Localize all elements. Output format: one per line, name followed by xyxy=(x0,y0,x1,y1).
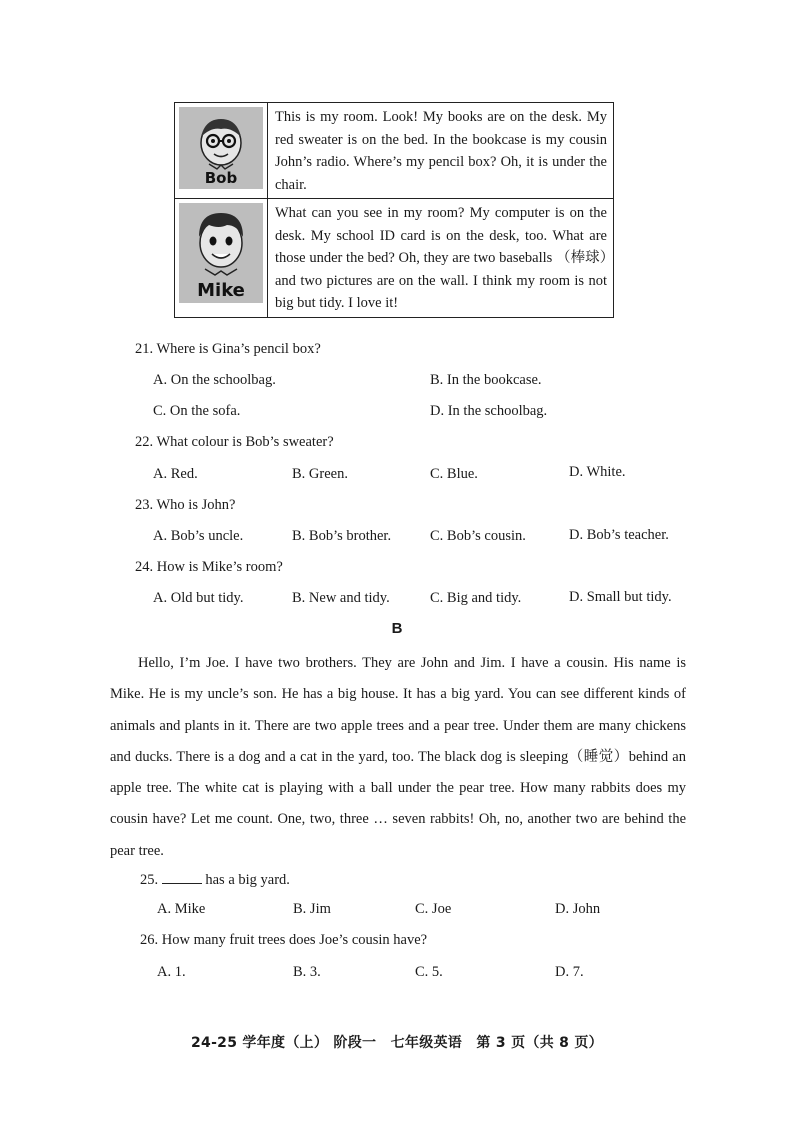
q22-option-b: B. Green. xyxy=(292,466,348,482)
q21-option-b: B. In the bookcase. xyxy=(430,372,542,388)
answer-blank xyxy=(162,871,202,884)
q23-option-b: B. Bob’s brother. xyxy=(292,528,392,544)
q22-option-a: A. Red. xyxy=(153,466,198,482)
bob-picture xyxy=(179,107,263,189)
question-26: 26. How many fruit trees does Joe’s cousin have? xyxy=(140,932,428,948)
table-row xyxy=(175,199,614,318)
question-24: 24. How is Mike’s room? xyxy=(135,559,283,575)
q24-option-d: D. Small but tidy. xyxy=(569,589,672,605)
q24-option-c: C. Big and tidy. xyxy=(430,590,522,606)
q23-option-c: C. Bob’s cousin. xyxy=(430,528,526,544)
q23-option-d: D. Bob’s teacher. xyxy=(569,527,669,543)
question-25-number: 25. xyxy=(140,872,159,888)
q22-option-c: C. Blue. xyxy=(430,466,478,482)
question-21: 21. Where is Gina’s pencil box? xyxy=(135,341,321,357)
mike-text: What can you see in my room? My computer is on the desk. My school ID card is on the desk, too. What are those under the bed? Oh, they are two baseballs （棒球）and two pictures are on the wall. I think my room is not big but tidy. I love it! xyxy=(268,199,614,318)
q23-option-a: A. Bob’s uncle. xyxy=(153,528,244,544)
mike-name-label: Mike xyxy=(197,280,245,301)
question-25-text: has a big yard. xyxy=(205,872,290,888)
mike-picture xyxy=(179,203,263,303)
q25-option-c: C. Joe xyxy=(415,901,452,917)
question-22: 22. What colour is Bob’s sweater? xyxy=(135,434,334,450)
q25-option-a: A. Mike xyxy=(157,901,206,917)
reading-table xyxy=(174,102,614,318)
section-b-heading: B xyxy=(391,620,403,637)
bob-name-label: Bob xyxy=(204,169,238,187)
mike-picture-cell xyxy=(175,199,268,318)
q21-option-d: D. In the schoolbag. xyxy=(430,403,548,419)
q24-option-b: B. New and tidy. xyxy=(292,590,390,606)
page-footer: 24-25 学年度（上） 阶段一 七年级英语 第 3 页（共 8 页） xyxy=(190,1035,603,1051)
q26-option-c: C. 5. xyxy=(415,964,443,980)
q25-option-d: D. John xyxy=(555,901,601,917)
q26-option-d: D. 7. xyxy=(555,964,584,980)
q26-option-b: B. 3. xyxy=(293,964,321,980)
q25-option-b: B. Jim xyxy=(293,901,331,917)
bob-picture-cell xyxy=(175,103,268,199)
q24-option-a: A. Old but tidy. xyxy=(153,590,244,606)
q21-option-c: C. On the sofa. xyxy=(153,403,241,419)
table-row xyxy=(175,103,614,199)
q22-option-d: D. White. xyxy=(569,464,626,480)
q21-option-a: A. On the schoolbag. xyxy=(153,372,276,388)
bob-text: This is my room. Look! My books are on the desk. My red sweater is on the bed. In the bookcase is my cousin John’s radio. Where’s my pencil box? Oh, it is under the chair. xyxy=(268,103,614,199)
q26-option-a: A. 1. xyxy=(157,964,186,980)
question-23: 23. Who is John? xyxy=(135,497,236,513)
question-25 xyxy=(140,871,290,889)
section-b-passage: Hello, I’m Joe. I have two brothers. They are John and Jim. I have a cousin. His name is Mike. He is my uncle’s son. He has a big house. It has a big yard. You can see different kinds of animals and plants in it. There are two apple trees and a pear tree. Under them are many chickens and ducks. There is a dog and a cat in the yard, too. The black dog is sleeping（睡觉）behind an apple tree. The white cat is playing with a ball under the pear tree. How many rabbits does my cousin have? Let me count. One, two, three … seven rabbits! Oh, no, another two are behind the pear tree. xyxy=(110,655,686,859)
